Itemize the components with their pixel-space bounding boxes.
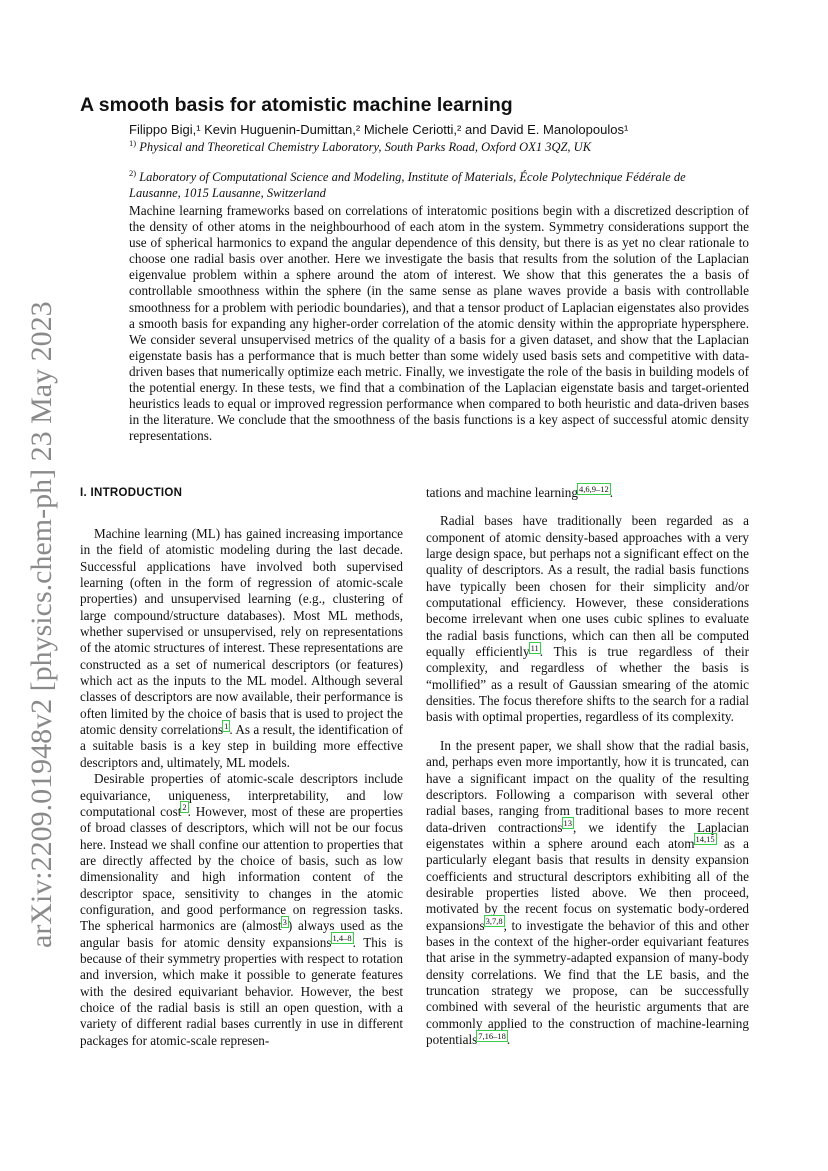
paragraph-text: , we identify the Laplacian eigenstates within a sphere around each atom [426,819,749,851]
paragraph-gap [426,501,749,513]
citation-link[interactable]: 1,4–8 [332,933,352,944]
paragraph-text: as a particularly elegant basis that results in density expansion coefficients and structural descriptors exhibiting all of the desirable properties listed above. We then proceed, motivated by the recent focus on systematic body-ordered expansions [426,835,749,933]
arxiv-identifier[interactable]: arXiv:2209.01948v2 [physics.chem-ph] 23 May 2023 [25,301,58,949]
section-heading: I. INTRODUCTION [80,487,183,499]
citation-link[interactable]: 14,15 [695,834,715,845]
paragraph-text: Desirable properties of atomic-scale descriptors include equivariance, uniqueness, interpretability, and low computational cost [80,771,403,819]
citation-link[interactable]: 3 [282,916,287,927]
affiliation-text: Laboratory of Computational Science and Modeling, Institute of Materials, École Polytechnique Fédérale de Lausanne, 1015 Lausanne, Switzerland [129,170,686,200]
affiliation-text: Physical and Theoretical Chemistry Laboratory, South Parks Road, Oxford OX1 3QZ, UK [139,140,592,155]
paragraph-text: . [506,1032,511,1047]
paragraph-text: ) always used as the angular basis for atomic density expansions [80,918,403,950]
paragraph-text: . This is true regardless of their complexity, and regardless of whether the basis is “mollified” as a result of Gaussian smearing of the atomic densities. The focus therefore shifts to the search for a radial basis with optimal properties, regardless of its complexity. [426,644,749,725]
paragraph-text: Machine learning (ML) has gained increasing importance in the field of atomistic modeling during the last decade. Successful applications have involved both supervised learning (often in the form of regression of atomic-scale properties) and unsupervised learning (e.g., clustering of large compound/structure databases). Most ML methods, whether supervised or unsupervised, rely on representations of the atomic structures of interest. These representations are constructed as a set of numerical descriptors (or features) which act as the inputs to the ML model. Although several classes of descriptors are now available, their performance is often limited by the choice of basis that is used to project the atomic density correlations [80,526,403,738]
intro-paragraph-3 [426,513,749,725]
paragraph-text: . As a result, the identification of a suitable basis is a key step in building more effective descriptors and, ultimately, ML models. [80,722,403,770]
affiliation-1 [129,136,689,156]
paragraph-text: . However, most of these are properties of broad classes of descriptors, which will not be our focus here. Instead we shall confine our attention to properties that are directly affected by the choice of basis, such as low dimensionality and high information content of the descriptor space, sensitivity to changes in the atomic configuration, and good performance on regression tasks. The spherical harmonics are (almost [80,803,403,934]
right-column [426,485,749,1048]
paragraph-text: Radial bases have traditionally been regarded as a component of atomic density-based approaches with a very large design space, but perhaps not a significant effect on the quality of descriptors. As a result, the radial basis functions have typically been chosen for their simplicity and/or computational efficiency. However, these considerations become irrelevant when one uses cubic splines to evaluate the radial basis functions, which can then all be computed equally efficiently [426,513,749,660]
paragraph-gap [426,726,749,738]
abstract: Machine learning frameworks based on correlations of interatomic positions begin with a discretized description of the density of other atoms in the neighbourhood of each atom in the system. Symmetry considerations support the use of spherical harmonics to expand the angular dependence of this density, but there is as yet no clear rationale to choose one radial basis over another. Here we investigate the basis that results from the solution of the Laplacian eigenvalue problem within a sphere around the atom of interest. We show that this generates the a basis of controllable smoothness within the sphere (in the same sense as plane waves provide a basis with controllable smoothness for a problem with periodic boundaries), and that a tensor product of Laplacian eigenstates also provides a smooth basis for expanding any higher-order correlation of the atomic density within the appropriate hypersphere. We consider several unsupervised metrics of the quality of a basis for a given dataset, and show that the Laplacian eigenstate basis has a performance that is much better than some widely used basis sets and competitive with data-driven bases that numerically optimize each metric. Finally, we investigate the role of the basis in building models of the potential energy. In these tests, we find that a combination of the Laplacian eigenstate basis and target-oriented heuristics leads to equal or improved regression performance when compared to both heuristic and data-driven bases in the literature. We conclude that the smoothness of the basis functions is a key aspect of successful atomic density representations. [129,203,749,444]
citation-link[interactable]: 11 [530,642,539,653]
left-column [80,485,403,1049]
citation-link[interactable]: 1 [224,720,229,731]
affiliation-mark: 2) [129,168,137,178]
paragraph-text: In the present paper, we shall show that the radial basis, and, perhaps even more importantly, how it is truncated, can have a significant impact on the quality of the resulting descriptors. Following a comparison with several other radial bases, ranging from traditional bases to more recent data-driven contractions [426,737,749,835]
affiliation-2 [129,166,689,201]
paragraph-text: . This is because of their symmetry properties with respect to rotation and inversion, which make it possible to generate features with the desired equivariant behavior. However, the best choice of the radial basis is still an open question, with a variety of different radial bases currently in use in different packages for atomic-scale represen- [80,934,403,1048]
paragraph-text: , to investigate the behavior of this and other bases in the context of the higher-order equivariant features that arise in the symmetry-adapted expansion of many-body density correlations. We find that the LE basis, and the truncation strategy we propose, can be successfully combined with several of the heuristic arguments that are commonly applied to the construction of machine-learning potentials [426,917,749,1047]
intro-paragraph-continued [426,485,749,501]
citation-link[interactable]: 13 [563,818,573,829]
paragraph-text: . [609,485,614,500]
author-list: Filippo Bigi,¹ Kevin Huguenin-Dumittan,² Michele Ceriotti,² and David E. Manolopoulos¹ [129,122,629,137]
citation-link[interactable]: 2 [182,802,187,813]
citation-link[interactable]: 4,6,9–12 [578,483,609,494]
intro-paragraph-4 [426,738,749,1049]
intro-paragraph-2 [80,771,403,1049]
intro-paragraph-1 [80,526,403,771]
citation-link[interactable]: 7,16–18 [478,1030,506,1041]
citation-link[interactable]: 3,7,8 [485,916,503,927]
paragraph-text: tations and machine learning [426,485,578,500]
affiliation-mark: 1) [129,138,137,148]
paper-title: A smooth basis for atomistic machine learning [80,94,513,116]
